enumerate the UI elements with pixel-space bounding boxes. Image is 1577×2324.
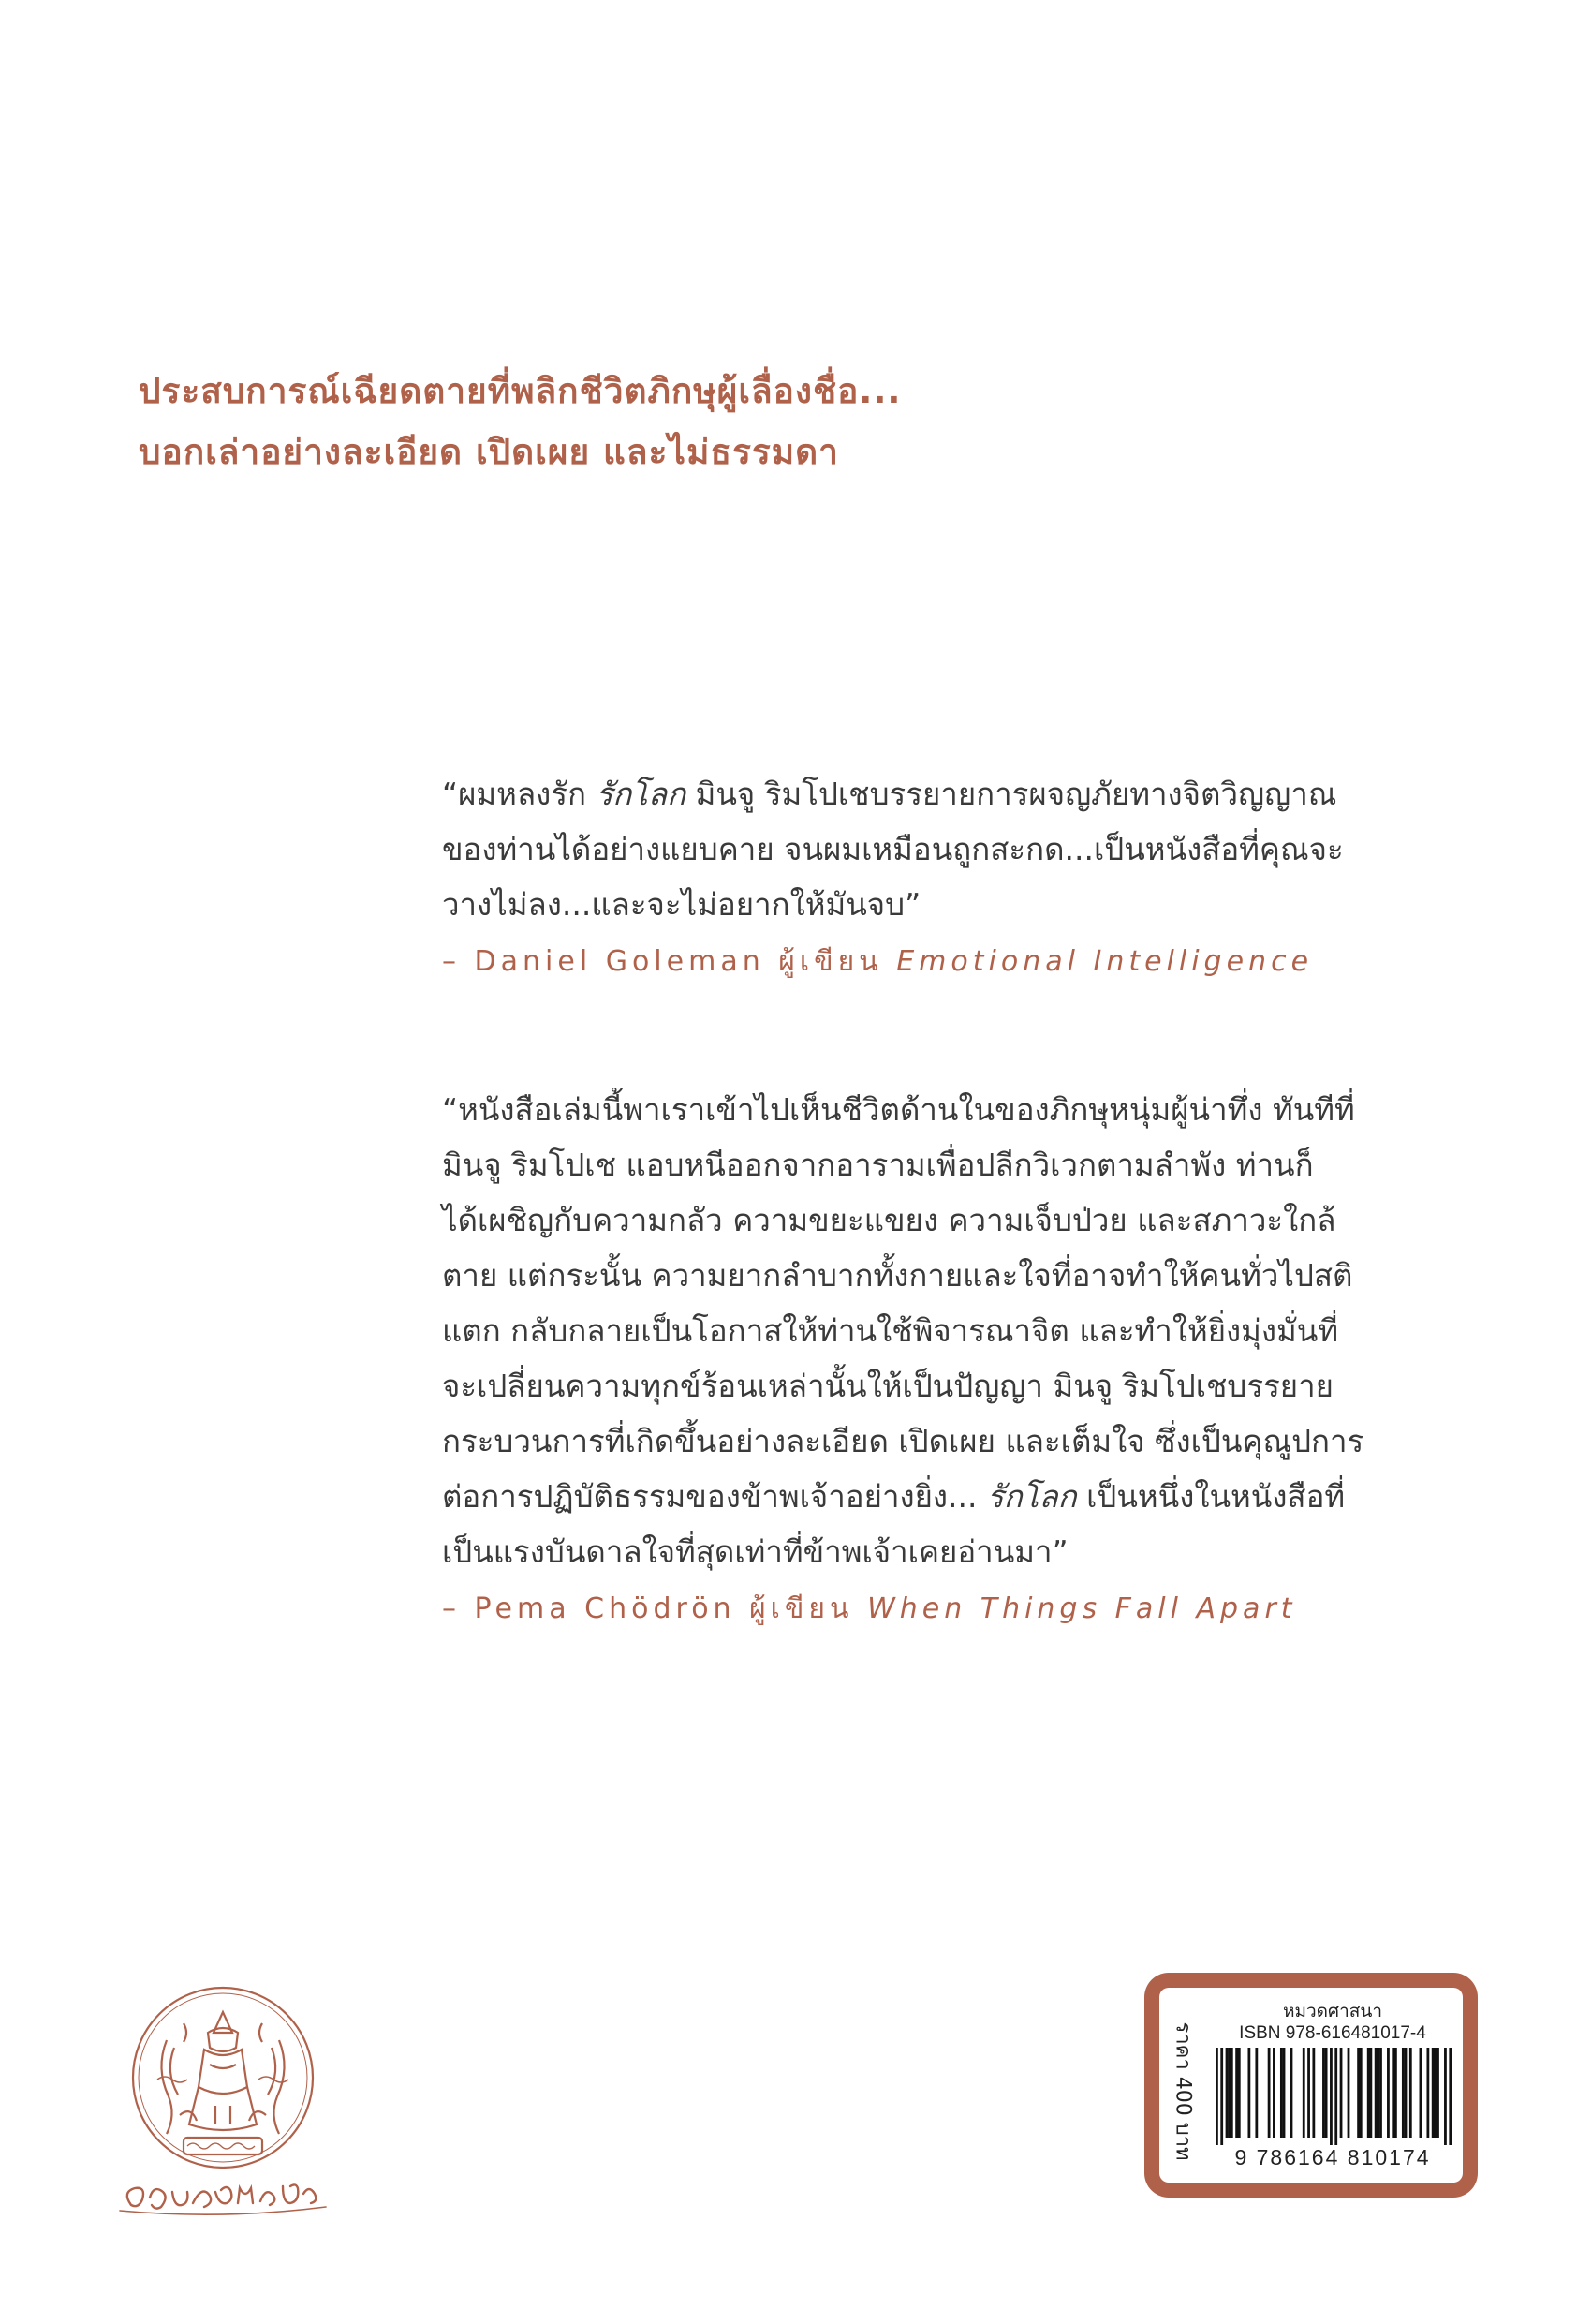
barcode-bar: [1375, 2048, 1378, 2138]
barcode-bar: [1377, 2048, 1379, 2138]
publisher-logo: [111, 1975, 345, 2228]
tagline-line-2: บอกเล่าอย่างละเอียด เปิดเผย และไม่ธรรมดา: [139, 432, 839, 472]
category-label: หมวดศาสนา: [1282, 2002, 1383, 2021]
attribution-book: When Things Fall Apart: [867, 1592, 1297, 1625]
quote-attribution: [442, 1581, 1463, 1636]
barcode-bar: [1228, 2048, 1231, 2138]
barcode-icon: [1216, 2048, 1452, 2145]
quote-line: ของท่านได้อย่างแยบคาย จนผมเหมือนถูกสะกด...เป็นหนังสือที่คุณจะ: [442, 831, 1344, 867]
barcode-bar: [1449, 2048, 1452, 2145]
quote-line: กระบวนการที่เกิดขึ้นอย่างละเอียด เปิดเผย และเต็มใจ ซึ่งเป็นคุณูปการ: [442, 1423, 1364, 1459]
barcode-bar: [1392, 2048, 1394, 2138]
barcode-bar: [1432, 2048, 1435, 2138]
barcode-bar: [1220, 2048, 1223, 2145]
quote-line: [442, 1469, 1463, 1524]
barcode-bar: [1216, 2048, 1218, 2145]
barcode-bar: [1325, 2048, 1328, 2138]
quote-text: ต่อการปฏิบัติธรรมของข้าพเจ้าอย่างยิ่ง...: [442, 1478, 987, 1515]
barcode-bar: [1330, 2048, 1333, 2145]
quote-line: จะเปลี่ยนความทุกข์ร้อนเหล่านั้นให้เป็นปัญญา มินจู ริมโปเชบรรยาย: [442, 1368, 1334, 1404]
quote-line: แตก กลับกลายเป็นโอกาสให้ท่านใช้พิจารณาจิต และทำให้ยิ่งมุ่งมั่นที่: [442, 1312, 1339, 1349]
barcode-bar: [1238, 2048, 1241, 2138]
barcode-bar: [1255, 2048, 1258, 2138]
barcode-box: [1144, 1973, 1478, 2198]
barcode-bar: [1280, 2048, 1283, 2138]
barcode-bar: [1369, 2048, 1372, 2138]
barcode-bar: [1290, 2048, 1293, 2138]
barcode-bar: [1437, 2048, 1439, 2138]
quote-attribution: [442, 934, 1463, 989]
barcode-bar: [1334, 2048, 1337, 2145]
barcode-bar: [1394, 2048, 1397, 2138]
barcode-bar: [1283, 2048, 1286, 2138]
barcode-bar: [1268, 2048, 1271, 2138]
attribution-author: – Pema Chödrön ผู้เขียน: [442, 1592, 868, 1625]
barcode-bar: [1322, 2048, 1325, 2138]
quote-line: ได้เผชิญกับความกลัว ความขยะแขยง ความเจ็บป่วย และสภาวะใกล้: [442, 1202, 1336, 1238]
barcode-bar: [1409, 2048, 1412, 2138]
barcode-bar: [1303, 2048, 1305, 2138]
price-text: ราคา 400 บาท: [1171, 2021, 1195, 2161]
barcode-bar: [1420, 2048, 1422, 2138]
quote-line: วางไม่ลง...และจะไม่อยากให้มันจบ”: [442, 886, 921, 923]
barcode-bar: [1379, 2048, 1382, 2138]
barcode-bar: [1405, 2048, 1408, 2138]
barcode-bar: [1273, 2048, 1275, 2138]
barcode-bar: [1357, 2048, 1360, 2138]
attribution-book: Emotional Intelligence: [896, 945, 1314, 978]
tagline: [139, 361, 1169, 482]
barcode-bar: [1235, 2048, 1238, 2138]
tagline-line-1: ประสบการณ์เฉียดตายที่พลิกชีวิตภิกษุผู้เลื่องชื่อ...: [139, 371, 902, 411]
quote-line: ตาย แต่กระนั้น ความยากลำบากทั้งกายและใจที่อาจทำให้คนทั่วไปสติ: [442, 1257, 1353, 1294]
isbn-label: ISBN 978-616481017-4: [1239, 2023, 1426, 2043]
ean-number: 9 786164 810174: [1234, 2145, 1431, 2169]
book-title: รักโลก: [987, 1478, 1077, 1515]
quote-text: “ผมหลงรัก: [442, 776, 597, 812]
quote-text: เป็นหนึ่งในหนังสือที่: [1076, 1478, 1346, 1515]
barcode-bar: [1307, 2048, 1310, 2138]
barcode-bar: [1444, 2048, 1447, 2145]
attribution-author: – Daniel Goleman ผู้เขียน: [442, 945, 897, 978]
barcode-bar: [1367, 2048, 1370, 2138]
quote-line: “หนังสือเล่มนี้พาเราเข้าไปเห็นชีวิตด้านในของภิกษุหนุ่มผู้น่าทึ่ง ทันทีที่: [442, 1091, 1355, 1128]
price-label: [1163, 2008, 1204, 2173]
quote-line: เป็นแรงบันดาลใจที่สุดเท่าที่ข้าพเจ้าเคยอ่านมา”: [442, 1533, 1069, 1570]
barcode-bar: [1402, 2048, 1405, 2138]
barcode-bar: [1312, 2048, 1315, 2138]
quote-line: [442, 766, 1463, 822]
barcode-panel: [1159, 1988, 1463, 2183]
quote-chodron: [442, 1082, 1463, 1636]
publisher-seal-icon: [111, 1975, 345, 2228]
barcode-bar: [1434, 2048, 1437, 2138]
barcode-bar: [1340, 2048, 1343, 2138]
quote-line: มินจู ริมโปเช แอบหนีออกจากอารามเพื่อปลีกวิเวกตามลำพัง ท่านก็: [442, 1147, 1314, 1183]
barcode-bar: [1387, 2048, 1390, 2138]
barcode-bar: [1360, 2048, 1363, 2138]
barcode-bar: [1231, 2048, 1233, 2138]
barcode-bar: [1348, 2048, 1350, 2138]
barcode-bar: [1247, 2048, 1250, 2138]
barcode-bar: [1426, 2048, 1429, 2138]
book-title: รักโลก: [596, 776, 686, 812]
barcode-bar: [1226, 2048, 1229, 2138]
quote-text: มินจู ริมโปเชบรรยายการผจญภัยทางจิตวิญญาณ: [685, 776, 1337, 812]
quote-goleman: [442, 766, 1463, 989]
